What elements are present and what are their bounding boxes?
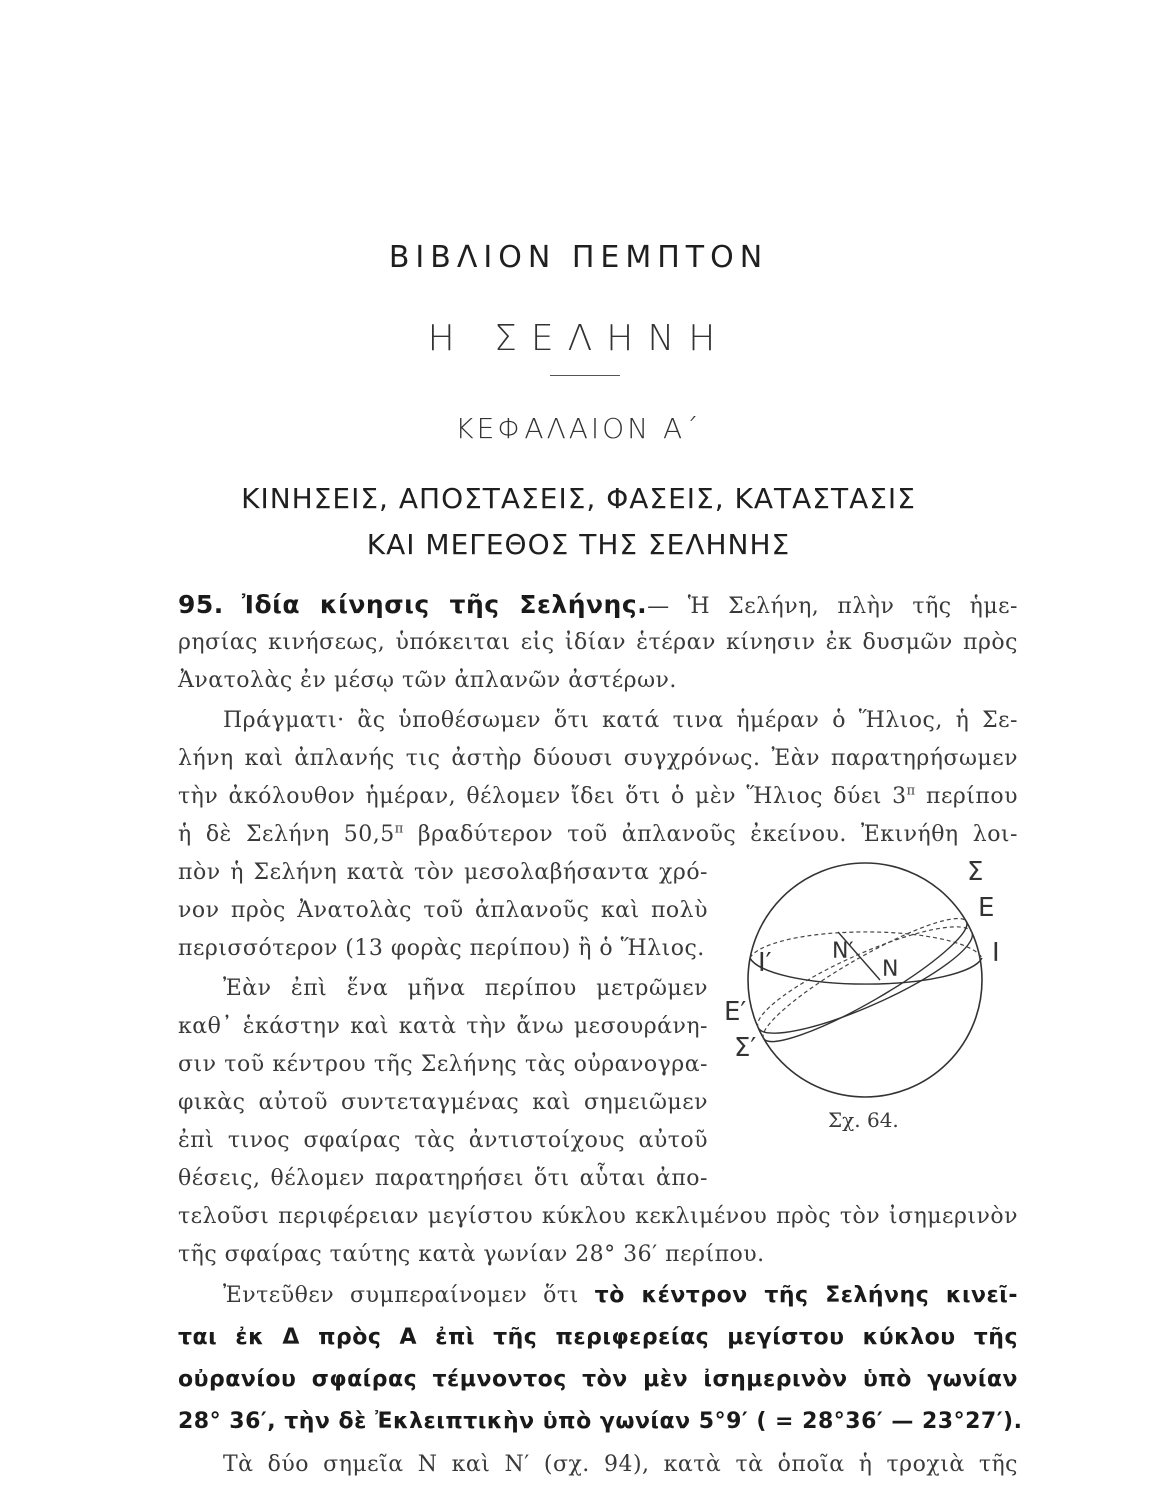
- paragraph-line: Ἐὰν ἐπὶ ἕνα μῆνα περίπου μετρῶμεν: [223, 976, 708, 1001]
- paragraph-line: καθ᾽ ἑκάστην καὶ κατὰ τὴν ἄνω μεσουράνη-: [178, 1014, 708, 1039]
- figure-celestial-sphere: [720, 835, 1030, 1135]
- text-segment: περίπου: [915, 784, 1018, 809]
- paragraph-line: τελοῦσι περιφέρειαν μεγίστου κύκλου κεκλιμένου πρὸς τὸν ἰσημερινὸν: [178, 1204, 1018, 1229]
- label-sigma-prime: Σ′: [734, 1033, 757, 1063]
- paragraph-line: ἐπὶ τινος σφαίρας τὰς ἀντιστοίχους αὐτοῦ: [178, 1128, 708, 1153]
- label-iota: Ι: [992, 938, 1000, 968]
- paragraph-line: Τὰ δύο σημεῖα Ν καὶ Ν′ (σχ. 94), κατὰ τὰ ὁποῖα ἡ τροχιὰ τῆς: [223, 1452, 1018, 1477]
- label-sigma: Σ: [967, 857, 984, 887]
- text-segment: βραδύτερον τοῦ ἀπλανοῦς ἐκείνου. Ἐκινήθη λοι-: [403, 822, 1018, 847]
- ecliptic-front: [758, 932, 982, 1051]
- text-segment: Ἐντεῦθεν συμπεραίνομεν ὅτι: [223, 1283, 595, 1308]
- bold-paragraph-line: ται ἐκ Δ πρὸς Α ἐπὶ τῆς περιφερείας μεγίστου κύκλου τῆς: [178, 1325, 1018, 1350]
- label-node-n-prime: Ν′: [832, 939, 854, 964]
- section-heading-line: [178, 590, 1018, 619]
- lunar-orbit-back: [753, 902, 967, 1038]
- section-heading: Ἰδία κίνησις τῆς Σελήνης.: [241, 590, 648, 619]
- lunar-orbit-front: [764, 922, 978, 1058]
- figure-caption: Σχ. 64.: [828, 1108, 899, 1132]
- paragraph-line: σιν τοῦ κέντρου τῆς Σελήνης τὰς οὐρανογρα-: [178, 1052, 708, 1077]
- chapter-title-line-2: ΚΑΙ ΜΕΓΕΘΟΣ ΤΗΣ ΣΕΛΗΝΗΣ: [366, 528, 791, 561]
- paragraph-line: [178, 784, 1018, 809]
- text-segment: τὴν ἀκόλουθον ἡμέραν, θέλομεν ἴδει ὅτι ὁ μὲν Ἥλιος δύει 3: [178, 784, 907, 809]
- chapter-title: [0, 476, 1157, 568]
- bold-text: τὸ κέντρον τῆς Σελήνης κινεῖ-: [594, 1283, 1018, 1308]
- equator-front: [750, 958, 982, 984]
- paragraph-line: φικὰς αὐτοῦ συντεταγμένας καὶ σημειῶμεν: [178, 1090, 708, 1115]
- sphere-outline: [748, 863, 982, 1097]
- book-title: ΒΙΒΛΙΟΝ ΠΕΜΠΤΟΝ: [388, 240, 769, 275]
- label-epsilon: Ε: [978, 893, 995, 923]
- paragraph-line: λήνη καὶ ἀπλανής τις ἀστὴρ δύουσι συγχρόνως. Ἐὰν παρατηρήσωμεν: [178, 746, 1018, 771]
- paragraph-text: — Ἡ Σελήνη, πλὴν τῆς ἡμε-: [647, 594, 1018, 619]
- paragraph-line: [178, 1283, 1018, 1308]
- bold-paragraph-line: οὐρανίου σφαίρας τέμνοντος τὸν μὲν ἰσημερινὸν ὑπὸ γωνίαν: [178, 1367, 1018, 1392]
- paragraph-line: τῆς σφαίρας ταύτης κατὰ γωνίαν 28° 36′ περίπου.: [178, 1242, 765, 1267]
- title-divider: [550, 375, 620, 376]
- paragraph-line: Ἀνατολὰς ἐν μέσῳ τῶν ἀπλανῶν ἀστέρων.: [178, 668, 677, 693]
- superscript: π: [906, 783, 916, 799]
- chapter-title-line-1: ΚΙΝΗΣΕΙΣ, ΑΠΟΣΤΑΣΕΙΣ, ΦΑΣΕΙΣ, ΚΑΤΑΣΤΑΣΙΣ: [241, 482, 916, 515]
- label-node-n: Ν: [882, 957, 899, 982]
- paragraph-line: Πράγματι· ἂς ὑποθέσωμεν ὅτι κατά τινα ἡμέραν ὁ Ἥλιος, ἡ Σε-: [223, 708, 1018, 733]
- paragraph-line: ρησίας κινήσεως, ὑπόκειται εἰς ἰδίαν ἑτέραν κίνησιν ἐκ δυσμῶν πρὸς: [178, 630, 1018, 655]
- bold-paragraph-line: 28° 36′, τὴν δὲ Ἐκλειπτικὴν ὑπὸ γωνίαν 5°9′ ( = 28°36′ — 23°27′).: [178, 1409, 1023, 1434]
- superscript: π: [394, 821, 404, 837]
- text-segment: ἡ δὲ Σελήνη 50,5: [178, 822, 395, 847]
- label-epsilon-prime: Ε′: [724, 997, 747, 1027]
- celestial-sphere-diagram: [720, 835, 1030, 1135]
- paragraph-line: νον πρὸς Ἀνατολὰς τοῦ ἀπλανοῦς καὶ πολὺ: [178, 898, 708, 923]
- part-title: Η ΣΕΛΗΝΗ: [427, 318, 730, 359]
- paragraph-line: πὸν ἡ Σελήνη κατὰ τὸν μεσολαβήσαντα χρό-: [178, 860, 708, 885]
- paragraph-line: θέσεις, θέλομεν παρατηρήσει ὅτι αὗται ἀπο-: [178, 1166, 708, 1191]
- label-iota-prime: Ι′: [758, 948, 772, 978]
- chapter-number: ΚΕΦΑΛΑΙΟΝ Α΄: [455, 412, 702, 445]
- paragraph-line: περισσότερον (13 φορὰς περίπου) ἢ ὁ Ἥλιος.: [178, 936, 705, 961]
- ecliptic-back: [748, 909, 972, 1028]
- section-number: 95.: [178, 590, 224, 619]
